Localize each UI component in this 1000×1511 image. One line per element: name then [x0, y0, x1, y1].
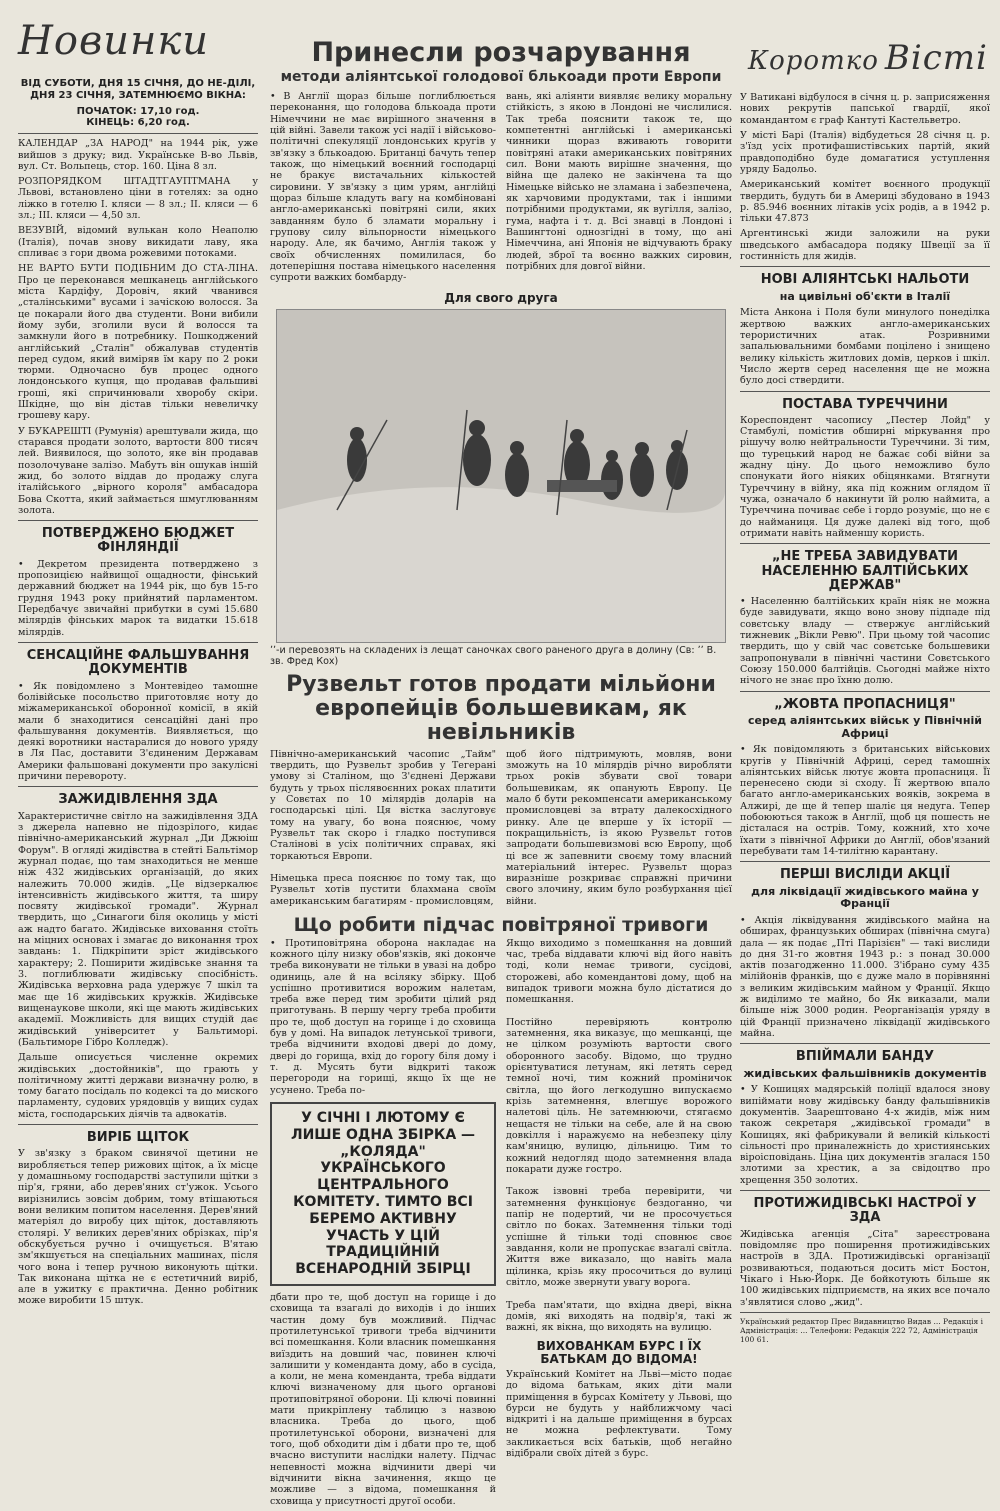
section-text: • Населенню балтійських країн ніяк не можна буде завидувати, якщо воно знову підпаде під совєтську владу — ствержує англійський тижневик „Вікли Ревю". При цьому той часопис твердить, що у свій час совєтське большевики запропонували в північні частини Совєтського Союзу 150.000 балтійців. Сьогодні майже ніхто нічого не знає про їхню долю.: [740, 596, 990, 687]
blackout-dates: ВІД СУБОТИ, ДНЯ 15 СІЧНЯ, ДО НЕ-ДІЛІ, ДНЯ 23 СІЧНЯ, ЗАТЕМНЮЄМО ВІКНА:: [20, 78, 256, 101]
left-column: [18, 8, 258, 1311]
section-text: Жидівська агенція „Сіта" зареєстрована повідомляє про поширення протижидівських настроїв в ЗДА. Протижидівські організації розвиваються, подаються досить міст Бостон, Чікаго і Нью-Йорк. Де бойкотують більше як 100 жидівських підприємств, на яких все почало з'являтися слово „жид".: [740, 1228, 990, 1308]
section-title: ПЕРШІ ВИСЛІДИ АКЦІЇ: [779, 867, 951, 883]
section-title: СЕНСАЦІЙНЕ ФАЛЬШУВАННЯ ДОКУМЕНТІВ: [26, 647, 250, 678]
divider: [740, 391, 990, 392]
subheadline-blockade: методи аліянтської голодової блькоади проти Европи: [280, 69, 722, 86]
roosevelt-article: [270, 749, 732, 911]
news-item: У місті Барі (Італія) відбудеться 28 січня ц. р. з'їзд усіх протифашистівських партій, який правдоподібно буде домагатися уступлення уряду Бадольо.: [740, 129, 990, 175]
photo-caption: ʼʼ-и перевозять на складених із лещат саночках свого раненого друга в долину (Св: ʼʼ В. зв. Фред Кох): [270, 645, 717, 668]
news-item: КАЛЕНДАР „ЗА НАРОД" на 1944 рік, уже вийшов з друку; вид. Українське В-во Львів, вул. Ст. Вольпець, стор. 160. Ціна 8 зл.: [18, 138, 258, 172]
ski-rescue-photo: [276, 309, 726, 643]
section-text: Характеристичне світло на зажидівлення ЗДА з джерела напевно не підозрілого, кидає північно-американський журнал „Ди Джюіш Форум". В огляді жидівства в стейті Бальтімор журнал подає, що там знаходиться не менше ніж 432 жидівських організацій, до яких належить 70.000 жидів. „Це відзеркалює інтенсивність жидівського життя, та ширу посвяту жидівської громади". Журнал твердить, що „Синагоги біля околиць у місті аж надто багато. Жидівське виховання стоїть на міцних основах і змагає до виконання трох завдань: 1. Підкріпити зріст жидівського характеру; 2. Поширити жидівське знання та 3. поглиблювати жидівську спосібність. Жидівська верховна рада удержує 7 шкіл та має ще 16 жидівських кружків. Жидівське вищенаукове школи, які ще мають жидівських академії. Можливість для вищих студій дає жидівський університет у Бальтиморі. (Бальтиморе Гібро Колледж).: [18, 810, 258, 1048]
article-text: Якщо виходимо з помешкання на довший час, треба віддавати ключі від його навіть тоді, коли немає тривоги, сусідові, сторожеві, або комендантові дому, щоб на випадок тривоги можна було дістатися до помешкання. Постійно перевіряють контролю затемнення, яка виказує, що мешканці, ще не цілком розуміють вартости свого оборонного засобу. Відомо, що трудно орієнтуватися летунам, які летять серед темної ночі, тим кожний проміничок світла, що його легкодушно випускаємо крізь затемнення, влегшує ворожого налетові ціль. Не затемнюючи, стягаємо нещастя не тільки на себе, але й на свою довкілля і наражуємо на небезпеку цілу кам'яницю, вулицю, дільницю. Тим то кожний недогляд щодо затемнення влада покарати дуже гостро. Також ізвовні треба перевірити, чи затемнення функціонує бездоганно, чи папір не подертий, чи не просочується світло по боках. Затемнення тільки тоді успішне й тільки тоді сповнює своє завдання, коли не пропускає взагалі світла. Життя вже виказало, що навіть мала щілинка, крізь яку просочиться до вулиці світло, може звернути увагу ворога. Треба пам'ятати, що вхідна двері, вікна домів, які виходять на подвір'я, такі ж важні, як вікна, що виходять на вулицю.: [506, 937, 732, 1334]
section-title: ВИРІБ ЩІТОК: [86, 1130, 190, 1146]
article-text: дбати про те, щоб доступ на горище і до сховища та взагалі до виходів і до інших частин дому був можливий. Підчас протилетунської тривоги треба відчинити всі помешкання. Коли власник помешкання виїздить на довший час, повинен ключі залишити у коменданта дому, або в сусіда, а коли, не мена коменданта, треба віддати ключі визначеному для цього органові протиповітряної оборони. Ці ключі повинні мати прикріплену таблицю з назвою власника. Треба до цього, щоб протилетунської оборони, визначені для того, щоб обходити дім і дбати про те, щоб вчасно виступити наслідки налету. Підчас непевності можна відчинити двері чи відчинити вікна зачинення, якщо це можливе — з відома, помешкання й сховища у присутності другої особи.: [270, 1291, 496, 1507]
news-item: НЕ ВАРТО БУТИ ПОДІБНИМ ДО СТА-ЛІНА. Про це переконався мешканець англійського міста Кардіфу, Доровіч, який чванився „сталінськими" вусами і зачіскою волосся. За це покарали його два студенти. Вони вибили йому зуби, зголили вуси й волосся та замкнули його в потребнику. Пошкоджений англійський „Сталін" обжалував студентів перед судом, який виміряв їм кару по 2 роки тюрми. Одночасно був процес одного лондонського купця, що продавав фальшиві гроші, які спричинювали хворобу скіри. Шкідне, що він дістав тільки невеличку грошеву кару.: [18, 263, 258, 422]
news-item: Аргентинські жиди заложили на руки шведського амбасадора подяку Швеції за її гостинність для жидів.: [740, 228, 990, 263]
section-text: • Акція ліквідування жидівського майна на обширах, французьких обширах (північна смуга) дала — як подає „Пті Парізієн" — такі вислиди до дня 31-го жовтня 1943 р.: з понад 30.000 актів позагодженно 11.000. З'ібрано суму 435 мілійонів франків, що є дуже мало в порівнянні з великим жидівським майном у Франції. Якщо ж виділимо те майно, бо Як виказали, мали більше ніж 3000 родин. Реорганізація уряду в цій Франції призначено ліквідації жидівського майна.: [740, 914, 990, 1040]
masthead-word-2: Вісті: [884, 38, 988, 78]
kolyada-text: У СІЧНІ І ЛЮТОМУ Є ЛИШЕ ОДНА ЗБІРКА — „КОЛЯДА" УКРАЇНСЬКОГО ЦЕНТРАЛЬНОГО КОМІТЕТУ. ТИМТО ВСІ БЕРЕМО АКТИВНУ УЧАСТЬ У ЦІЙ ТРАДИЦІЙНІЙ ВСЕНАРОДНІЙ ЗБІРЦІ: [290, 1109, 476, 1278]
air-raid-article: [270, 938, 732, 1511]
section-text: У зв'язку з браком свинячої щетини не виробляється тепер рижових щіток, а їх місце у домашньому господарстві заступили щітки з пір'я, гряни, або дерев'яних ст'ужок. Усього вирізнились зовсім добрим, тому втішаються вони великим попитом населення. Дерев'яний матеріял до виробу цих щіток, доставляють столярі. У великих дерев'яних обрізках, пір'я обскубується ручно і очищується. В'ятаю зм'якшується на спеціальних машинах, після чого вона і тепер ручною виконують щітки. Так виконана щітка не є естетичний виріб, але в ужитку є практична. Денно робітник може виробити 15 штук.: [18, 1148, 258, 1307]
section-text: Український Комітет на Льві—місто подає до відома батькам, яких діти мали приміщення в бурсах Комітету у Львові, що бурси не будуть у найближчому часі відкриті і на дальше приміщення в бурсах не можна рефлектувати. Тому закликається всіх батьків, щоб негайно відібрали своїх дітей з бурс.: [506, 1368, 732, 1460]
divider: [740, 543, 990, 544]
section-title: ЗАЖИДІВЛЕННЯ ЗДА: [58, 792, 218, 808]
right-column: [740, 8, 990, 1344]
section-title: „ЖОВТА ПРОПАСНИЦЯ": [774, 696, 956, 712]
divider: [740, 1312, 990, 1313]
section-text: • У Кошицях мадярській поліції вдалося знову випіймати нову жидівську банду фальшівників документів. Заарештовано 4-х жидів, між ним також секретаря „жидівської громади" в Кошицях, які фабрикували й великій кількості сільності про приналежність до християнських віроісповідань. Ціна цих документів згалася 150 злотими за хрестик, а за свідоцтво про хрещення 350 золотих.: [740, 1084, 990, 1186]
divider: [18, 520, 258, 521]
section-subtitle: на цивільні об'єкти в Італії: [779, 289, 951, 303]
section-title: ПРОТИЖИДІВСЬКІ НАСТРОЇ У ЗДА: [753, 1196, 977, 1226]
divider: [740, 266, 990, 267]
divider: [18, 1124, 258, 1125]
section-text: Кореспондент часопису „Пестер Лойд" у Стамбулі, помістив обширні міркування про рішучу волю нейтральности Туреччини. Зі тим, що турецький народ не бажає собі війни за жадну ціну. До цього неможливо було спонукати його ніяких обіцянками. Втягнути Туреччину в війну, яка під кожним оглядом її чужа, означало б накинути їй ролю наймита, а Туреччина почиває себе і гордо розуміє, що не є до найманиця. Ця дуже далекі від того, щоб отримати навіть найменшу користь.: [740, 414, 990, 539]
news-item: РОЗПОРЯДКОМ ШТАДТГАУПТМАНА у Львові, встановлено ціни в готелях: за одно ліжко в готелю І. кляси — 8 зл.; ІІ. кляси — 6 зл.; ІІІ. кляси — 4,50 зл.: [18, 176, 258, 222]
middle-column: [270, 8, 732, 1507]
section-text: Дальше описується численне окремих жидівських „достойників", що грають у політичному житті держави визначну ролю, в тому багато посідаль по кодексі та до миского парламенту, судових урядовців у вищих судах міста, господарських діячів та адвокатів.: [18, 1052, 258, 1120]
divider: [740, 691, 990, 692]
divider: [18, 786, 258, 787]
headline-roosevelt: Рузвельт готов продати мільйони европейців большевикам, як невільників: [286, 672, 716, 745]
article-text: • В Англії щораз більше поглиблюється переконання, що голодова блькоада проти Німеччини не має вирішного значення в цій війні. Завели також усі надії і військово-політичні спекуляції лондонських кругів у зв'язку з блькоадою. Британці бачуть тепер також, що німецький воєнний господарці не бракує вистачальних кількостей сировини. У зв'язку з цим урям, англійці щораз більше кладуть вагу на комбіновані англо-американські повітряні сили, яких завданням було б зламати моральну і групову силу вільпорности німецького народу. Але, як бачимо, Англія також у своїх обчисленнях помилилася, бо дотеперішня постава німецького населення супроти важких бомбарду-: [270, 91, 496, 284]
blackout-start: ПОЧАТОК: 17,10 год.: [76, 105, 200, 117]
blackout-end: КІНЕЦЬ: 6,20 год.: [86, 117, 190, 129]
section-subtitle: для ліквідації жидівського майна у Франції: [751, 884, 979, 911]
imprint-footer: Український редактор Прес Видавництво Видав ... Редакція і Адміністрація: ... Телефони: Редакція 222 72, Адміністрація 100 61.: [740, 1316, 984, 1344]
divider: [18, 642, 258, 643]
divider: [740, 1043, 990, 1044]
article-text: вань, які аліянти виявляє велику моральну стійкість, з якою в Лондоні не числилися. Так треба пояснити також те, що компетентні англійські і американські чинники щораз вживають говорити повітряні атаки американських повітряних сил. Вони мають вирішне значення, що війна ще далеко не закінчена та що Німецьке військо не зламана і забезпечена, як харчовими продуктами, так і іншими потрібними продуктами, як вугілля, залізо, гума, нафта і т. д. Всі знавці в Лондоні і Вашингтоні однозгідні в тому, що ані Німеччина, ані Японія не відчувають браку людей, зброї та воєнно важких сировин, потрібних для довгої війни.: [506, 91, 732, 272]
news-item: У БУКАРЕШТІ (Румунія) арештували жида, що старався продати золото, вартости 800 тисяч лей. Виявилося, що золото, яке він продавав позолочуване залізо. Мабуть він ошукав іншій жид, бо золото віддав до продажу слуга італійського „вірного короля" амбасадора Бова Скотта, який займається шмуглюванням золота.: [18, 425, 258, 516]
section-subtitle: жидівських фальшівників документів: [743, 1066, 987, 1080]
section-text: • Як повідомляють з британських військових кругів у Північній Африці, серед тамошніх аліянтських військ лютує жовта пропасниця. Її перенесено сюди зі сходу. Її жертвою впало багато англо-американських вояків, зокрема в Алжирі, де ще й тепер шаліє ця недуга. Тепер побоюються також в Англії, щоб ця пошесть не дісталася на острів. Тому, кожний, хто хоче їхати з північної Африки до Англії, обов'язаний перебувати там 14-тилітню карантану.: [740, 744, 990, 858]
photo-illustration: [277, 310, 725, 642]
section-text: Міста Анкона і Поля були минулого понеділка жертвою важких англо-американських терористичних атак. Розривними запальювальними бомбами поцілено і знищено велику кількість житлових домів, церков і шкіл. Число жертв серед населення ще не можна було досі ствердити.: [740, 307, 990, 387]
article-text: Північно-американський часопис „Тайм" твердить, що Рузвельт зробив у Тегерані умову зі Сталіном, що З'єднені Держави будуть у трьох післявоєнних роках платити у Совєтах по 10 мілярдів доларів на господарські цілі. Ця вістка заслуговує тому на увагу, бо вона пояснює, чому Рузвельт так скоро і гладко поступився Сталінові в усіх політичних справах, які торкаються Европи. Німецька преса пояснює по тому так, що Рузвельт хотів пустити блахмана своїм американським багатирям - промисловцям,: [270, 748, 496, 907]
newspaper-page: [8, 8, 992, 1507]
masthead-word-1: Коротко: [748, 46, 879, 76]
novynky-masthead: Новинки: [18, 18, 210, 64]
section-title: ВПІЙМАЛИ БАНДУ: [795, 1049, 935, 1065]
section-text: • Як повідомлено з Монтевідео тамошне болівійське посольство приготовляє ноту до міжамериканської оборонної комісії, в якій мали б знаходитися сенсаційні дані про фальшування документів. Виявляється, що деякі воротники настаралися до нового уряду в Ля Пас, доставити З'єдиненим Державам Америки фальшовані документи про закулісні причини перевороту.: [18, 680, 258, 783]
section-subtitle: серед аліянтських військ у Північній Африці: [747, 713, 983, 740]
section-title: ПОСТАВА ТУРЕЧЧИНИ: [782, 396, 948, 412]
news-item: У Ватикані відбулося в січня ц. р. заприсяження нових рекрутів папської гвардії, якої командантом є граф Кантуті Кастельветро.: [740, 92, 990, 126]
headline-blockade: Принесли розчарування: [311, 37, 691, 68]
divider: [740, 861, 990, 862]
headline-air-raid: Що робити підчас повітряної тривоги: [293, 914, 709, 937]
article-text: щоб його підтримують, мовляв, вони зможуть на 10 мілярдів річно виробляти трьох років збувати свої товари большевикам, як опанують Европу. Це мало б бути рекомпенсати американському промисловцеві за втрату далекосхідного ринку. Але це вперше у їх історії — покращильність, із якою Рузвельт готов запродати большевизмові всю Европу, щоб ці все ж запевнити своєму тому власний матеріальний інтерес. Рузвельт щораз виразніше розкриває справжні причини свого злочину, яким було розбурхання цієї війни.: [506, 748, 732, 907]
section-title: НОВІ АЛІЯНТСЬКІ НАЛЬОТИ: [760, 272, 970, 288]
news-item: ВЕЗУВІЙ, відомий вулькан коло Неаполю (Італія), почав знову викидати лаву, яка спливає з гори двома рожевими потоками.: [18, 225, 258, 259]
section-title: „НЕ ТРЕБА ЗАВИДУВАТИ НАСЕЛЕННЮ БАЛТІЙСЬКИХ ДЕРЖАВ": [761, 549, 969, 593]
blockade-article: [270, 91, 732, 287]
cinema-notice: [18, 78, 258, 129]
section-title: ВИХОВАНКАМ БУРС І ЇХ БАТЬКАМ ДО ВІДОМА!: [536, 1338, 702, 1366]
section-title: ПОТВЕРДЖЕНО БЮДЖЕТ ФІНЛЯНДІЇ: [41, 526, 235, 556]
article-text: • Протиповітряна оборона накладає на кожного цілу низку обов'язків, які доконче треба виконувати не тільки в увазі на добро одиниць, але й на всіляку збірку. Щоб успішно противитися ворожим налетам, треба вже перед тим зробити цілий ряд приготувань. В першу чергу треба пробити про те, щоб доступ на горище і до сховища був у домі. На випадок летунської тривоги, треба відчинити входові двері до дому, двері до горища, вхід до горогу біля дому і т. д. Мусять бути відкриті також перегороди на горищі, якщо їх ще не усунено. Треба по-: [270, 937, 496, 1096]
section-text: • Декретом президента потверджено з пропозицією найвищої ощадности, фінський державний бюджет на 1944 рік, що був 15-го грудня 1943 року прийнятий парламентом. Передбачує звичайні прибутки в сумі 15.680 мілярдів фінських марок та видатки 15.618 мілярдів.: [18, 558, 258, 638]
divider: [740, 1190, 990, 1191]
kolyada-box: [270, 1102, 496, 1286]
divider: [18, 133, 258, 134]
news-item: Американський комітет воєнного продукції твердить, будуть би в Америці збудовано в 1943 р. 85.946 воєнних літаків усіх родів, а в 1942 р. тільки 47.873: [740, 179, 990, 225]
photo-title: Для свого друга: [444, 291, 558, 306]
korotki-visti-masthead: [748, 38, 990, 78]
